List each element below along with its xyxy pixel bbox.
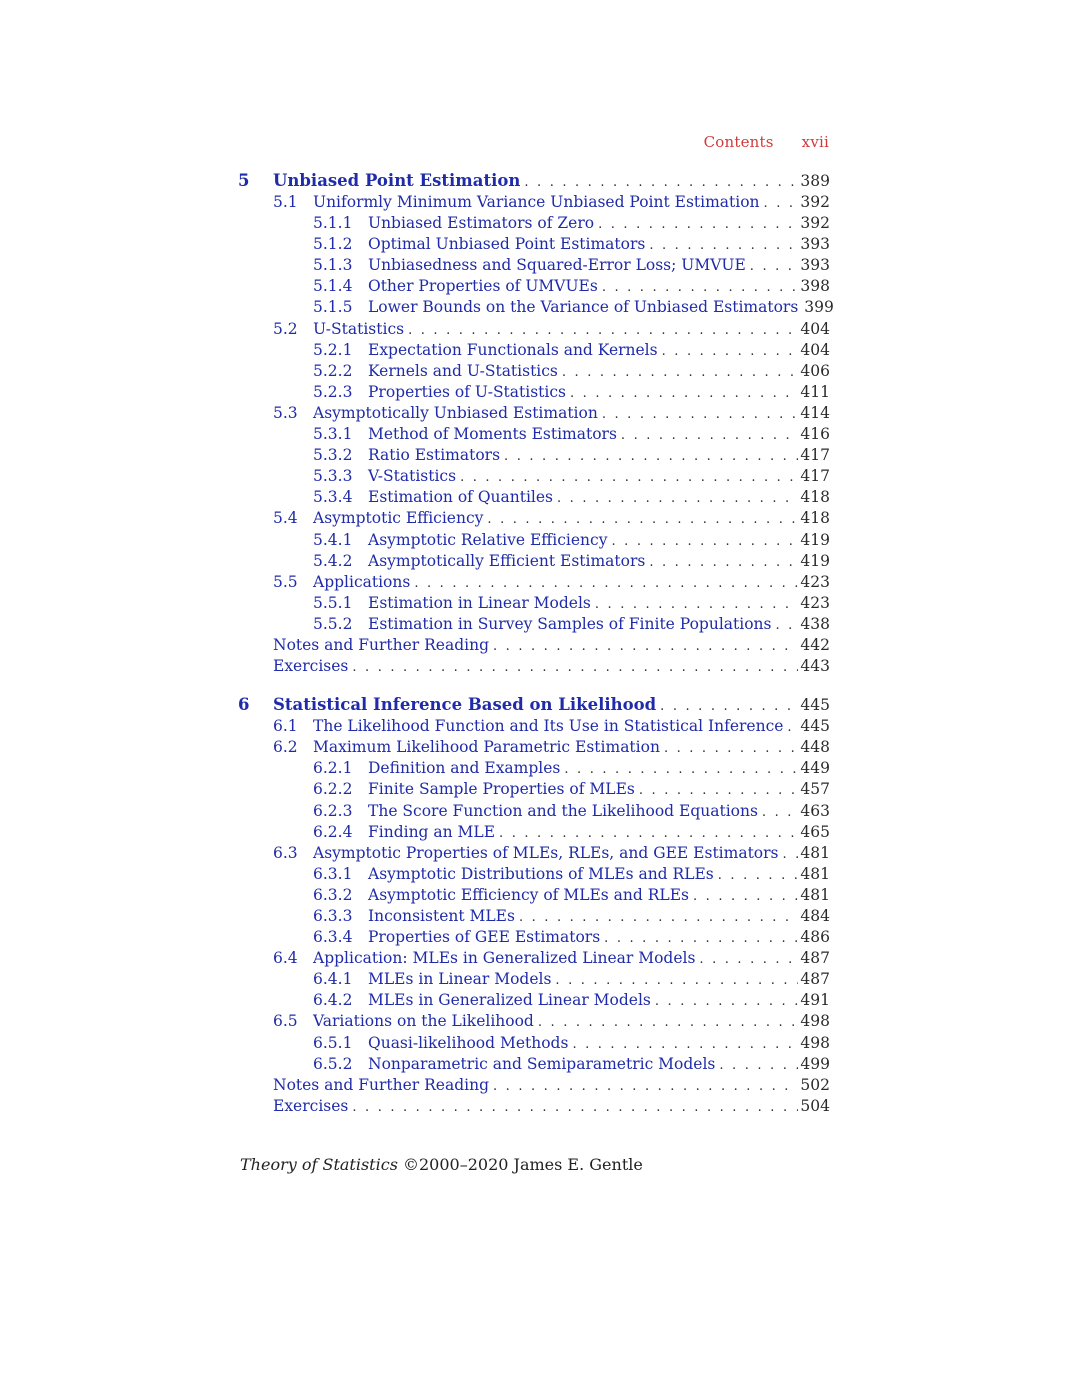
- toc-entry-number: 6.3.4: [313, 928, 353, 947]
- toc-entry-title[interactable]: Applications: [313, 572, 411, 591]
- toc-entry-number: 5.3.4: [313, 488, 353, 507]
- dot-leader: [750, 256, 799, 277]
- dot-leader: [570, 383, 798, 404]
- dot-leader: [487, 509, 798, 530]
- toc-subsection-entry[interactable]: [238, 445, 830, 466]
- toc-entry-title[interactable]: Other Properties of UMVUEs: [368, 277, 598, 296]
- toc-entry-number: 6.2.1: [313, 759, 353, 778]
- toc-entry-page[interactable]: 398: [800, 277, 830, 296]
- dot-leader: [662, 341, 799, 362]
- toc-entry-title[interactable]: MLEs in Generalized Linear Models: [368, 991, 651, 1010]
- toc-entry-title[interactable]: Estimation in Linear Models: [368, 593, 591, 612]
- toc-entry-number: 5.2.3: [313, 382, 353, 401]
- toc-subsection-entry[interactable]: [238, 551, 830, 572]
- toc-entry-title[interactable]: Optimal Unbiased Point Estimators: [368, 235, 646, 254]
- toc-entry-title[interactable]: Unbiased Point Estimation: [273, 171, 521, 190]
- toc-entry-number: 6.4: [273, 949, 298, 968]
- toc-section-entry[interactable]: [238, 403, 830, 424]
- dot-leader: [783, 844, 799, 865]
- toc-entry-title[interactable]: Asymptotic Properties of MLEs, RLEs, and GEE Estimators: [313, 843, 779, 862]
- dot-leader: [664, 738, 798, 759]
- dot-leader: [718, 865, 799, 886]
- dot-leader: [538, 1012, 799, 1033]
- toc-entry-number: 5.5: [273, 572, 298, 591]
- toc-entry-title[interactable]: Estimation of Quantiles: [368, 488, 554, 507]
- toc-entry-title[interactable]: Exercises: [273, 657, 349, 676]
- toc-subsection-entry[interactable]: [238, 801, 830, 822]
- table-of-contents: [238, 170, 834, 1117]
- toc-entry-page[interactable]: 399: [804, 298, 834, 317]
- toc-subsection-entry[interactable]: [238, 614, 830, 635]
- toc-subsection-entry[interactable]: [238, 297, 834, 318]
- toc-subsection-entry[interactable]: [238, 927, 830, 948]
- toc-entry-title[interactable]: Finite Sample Properties of MLEs: [368, 780, 635, 799]
- toc-entry-title[interactable]: Uniformly Minimum Variance Unbiased Point Estimation: [313, 193, 760, 211]
- toc-section-entry[interactable]: [238, 319, 830, 340]
- toc-entry-title[interactable]: V-Statistics: [368, 467, 457, 486]
- dot-leader: [524, 172, 798, 194]
- toc-entry-page[interactable]: 463: [800, 801, 830, 820]
- toc-entry-title[interactable]: Notes and Further Reading: [273, 1075, 489, 1094]
- toc-subsection-entry[interactable]: [238, 1054, 830, 1075]
- dot-leader: [504, 446, 798, 467]
- toc-subsection-entry[interactable]: [238, 255, 830, 276]
- dot-leader: [493, 1076, 798, 1097]
- dot-leader: [519, 907, 798, 928]
- toc-entry-title[interactable]: Estimation in Survey Samples of Finite Populations: [368, 614, 772, 633]
- toc-entry-title[interactable]: Maximum Likelihood Parametric Estimation: [313, 738, 660, 757]
- toc-entry-title[interactable]: Finding an MLE: [368, 822, 496, 841]
- toc-subsection-entry[interactable]: [238, 424, 830, 445]
- toc-entry-page[interactable]: 438: [800, 614, 830, 633]
- toc-subsection-entry[interactable]: [238, 822, 830, 843]
- toc-entry-page[interactable]: 411: [800, 382, 830, 401]
- toc-entry-number: 6.3: [273, 843, 298, 862]
- header-running-title: Contents: [703, 133, 774, 151]
- toc-entry-page[interactable]: 491: [800, 991, 830, 1010]
- header-page-number: xvii: [801, 133, 829, 151]
- toc-entry-number: 5.5.1: [313, 593, 353, 612]
- toc-entry-page[interactable]: 442: [800, 635, 830, 654]
- toc-section-entry[interactable]: [238, 737, 830, 758]
- toc-section-entry[interactable]: [238, 948, 830, 969]
- toc-entry-number: 6.2.4: [313, 822, 353, 841]
- toc-entry-page[interactable]: 445: [800, 696, 830, 715]
- toc-section-entry[interactable]: [238, 635, 830, 656]
- toc-subsection-entry[interactable]: [238, 969, 830, 990]
- toc-entry-title[interactable]: Asymptotic Relative Efficiency: [368, 530, 608, 549]
- toc-entry-title[interactable]: Unbiasedness and Squared-Error Loss; UMVUE: [368, 256, 746, 275]
- toc-entry-number: 5.2.2: [313, 361, 353, 380]
- toc-entry-page[interactable]: 449: [800, 759, 830, 778]
- toc-entry-page[interactable]: 484: [800, 907, 830, 925]
- dot-leader: [352, 657, 798, 678]
- toc-subsection-entry[interactable]: [238, 276, 830, 297]
- dot-leader: [595, 594, 799, 615]
- toc-subsection-entry[interactable]: [238, 885, 830, 906]
- toc-entry-page[interactable]: 465: [800, 822, 830, 841]
- dot-leader: [408, 320, 798, 341]
- dot-leader: [621, 425, 798, 446]
- toc-entry-page[interactable]: 502: [800, 1075, 830, 1094]
- toc-section-entry[interactable]: [238, 1096, 830, 1117]
- toc-entry-page[interactable]: 392: [800, 193, 830, 211]
- toc-entry-page[interactable]: 423: [800, 572, 830, 591]
- toc-entry-number: 6.3.2: [313, 885, 353, 904]
- toc-entry-page[interactable]: 404: [800, 340, 830, 359]
- dot-leader: [693, 886, 798, 907]
- toc-entry-page[interactable]: 498: [800, 1012, 830, 1031]
- toc-entry-number: 6.3.3: [313, 907, 353, 925]
- dot-leader: [764, 193, 799, 214]
- toc-entry-page[interactable]: 481: [800, 843, 830, 862]
- dot-leader: [557, 488, 798, 509]
- dot-leader: [655, 991, 799, 1012]
- toc-entry-page[interactable]: 486: [800, 928, 830, 947]
- toc-entry-number: 5.3: [273, 403, 298, 422]
- toc-chapter: [238, 170, 834, 677]
- toc-entry-number: 6: [238, 695, 250, 715]
- toc-entry-number: 5.1.3: [313, 256, 353, 275]
- toc-subsection-entry[interactable]: [238, 466, 830, 487]
- dot-leader: [602, 404, 799, 425]
- dot-leader: [611, 531, 798, 552]
- toc-entry-number: 6.5: [273, 1012, 298, 1031]
- toc-section-entry[interactable]: [238, 508, 830, 529]
- toc-entry-page[interactable]: 414: [800, 403, 830, 422]
- toc-entry-page[interactable]: 487: [800, 949, 830, 968]
- toc-entry-page[interactable]: 443: [800, 657, 830, 676]
- toc-entry-page[interactable]: 445: [800, 717, 830, 736]
- dot-leader: [639, 780, 799, 801]
- toc-entry-page[interactable]: 418: [800, 509, 830, 528]
- toc-entry-number: 6.4.1: [313, 970, 353, 989]
- toc-subsection-entry[interactable]: [238, 593, 830, 614]
- footer-book-title: Theory of Statistics: [240, 1155, 398, 1174]
- toc-entry-page[interactable]: 392: [800, 214, 830, 233]
- dot-leader: [719, 1055, 798, 1076]
- toc-entry-number: 5.3.3: [313, 467, 353, 486]
- toc-entry-title[interactable]: Nonparametric and Semiparametric Models: [368, 1054, 716, 1073]
- toc-entry-title[interactable]: Expectation Functionals and Kernels: [368, 340, 658, 359]
- toc-entry-page[interactable]: 423: [800, 593, 830, 612]
- toc-entry-page[interactable]: 487: [800, 970, 830, 989]
- toc-entry-title[interactable]: Definition and Examples: [368, 759, 561, 778]
- footer-copyright: ©2000–2020 James E. Gentle: [403, 1155, 643, 1174]
- toc-entry-title[interactable]: The Score Function and the Likelihood Equations: [368, 801, 758, 820]
- toc-entry-page[interactable]: 417: [800, 446, 830, 465]
- dot-leader: [555, 970, 798, 991]
- dot-leader: [699, 949, 798, 970]
- toc-section-entry[interactable]: [238, 716, 830, 737]
- dot-leader: [460, 467, 798, 488]
- toc-entry-page[interactable]: 406: [800, 361, 830, 380]
- dot-leader: [762, 802, 798, 823]
- toc-chapter: [238, 694, 830, 1117]
- dot-leader: [352, 1097, 798, 1118]
- toc-entry-title[interactable]: Unbiased Estimators of Zero: [368, 214, 595, 233]
- toc-subsection-entry[interactable]: [238, 382, 830, 403]
- toc-entry-title[interactable]: Asymptotic Efficiency: [313, 509, 484, 528]
- dot-leader: [598, 214, 798, 235]
- toc-entry-title[interactable]: Properties of GEE Estimators: [368, 928, 601, 947]
- toc-entry-page[interactable]: 481: [800, 864, 830, 883]
- dot-leader: [414, 573, 798, 594]
- toc-entry-number: 6.2.2: [313, 780, 353, 799]
- toc-entry-number: 5.4: [273, 509, 298, 528]
- toc-entry-number: 5.4.1: [313, 530, 353, 549]
- toc-section-entry[interactable]: [238, 1011, 830, 1032]
- dot-leader: [562, 362, 799, 383]
- toc-entry-number: 6.2: [273, 738, 298, 757]
- toc-entry-page[interactable]: 457: [800, 780, 830, 799]
- toc-entry-title[interactable]: Asymptotically Efficient Estimators: [368, 551, 646, 570]
- toc-entry-number: 6.1: [273, 717, 298, 736]
- dot-leader: [564, 759, 798, 780]
- toc-entry-number: 6.5.1: [313, 1033, 353, 1052]
- toc-entry-title[interactable]: MLEs in Linear Models: [368, 970, 552, 989]
- toc-entry-page[interactable]: 419: [800, 551, 830, 570]
- dot-leader: [649, 235, 798, 256]
- toc-subsection-entry[interactable]: [238, 990, 830, 1011]
- dot-leader: [493, 636, 798, 657]
- toc-subsection-entry[interactable]: [238, 758, 830, 779]
- toc-subsection-entry[interactable]: [238, 340, 830, 361]
- toc-entry-title[interactable]: Application: MLEs in Generalized Linear Models: [313, 949, 696, 968]
- dot-leader: [572, 1034, 798, 1055]
- running-header: [240, 133, 829, 151]
- toc-entry-page[interactable]: 417: [800, 467, 830, 486]
- dot-leader: [787, 717, 798, 738]
- toc-entry-page[interactable]: 448: [800, 738, 830, 757]
- toc-subsection-entry[interactable]: [238, 530, 830, 551]
- toc-entry-page[interactable]: 404: [800, 319, 830, 338]
- toc-subsection-entry[interactable]: [238, 213, 830, 234]
- toc-entry-title[interactable]: Asymptotic Distributions of MLEs and RLEs: [368, 864, 714, 883]
- toc-subsection-entry[interactable]: [238, 1033, 830, 1054]
- toc-subsection-entry[interactable]: [238, 864, 830, 885]
- toc-entry-title[interactable]: Variations on the Likelihood: [313, 1012, 534, 1031]
- toc-section-entry[interactable]: [238, 656, 830, 677]
- toc-entry-title[interactable]: Properties of U-Statistics: [368, 382, 566, 401]
- toc-entry-page[interactable]: 418: [800, 488, 830, 507]
- toc-entry-title[interactable]: Ratio Estimators: [368, 446, 501, 465]
- toc-subsection-entry[interactable]: [238, 779, 830, 800]
- toc-entry-page[interactable]: 389: [800, 172, 830, 190]
- toc-entry-title[interactable]: Lower Bounds on the Variance of Unbiased Estimators: [368, 298, 799, 317]
- dot-leader: [775, 615, 798, 636]
- toc-subsection-entry[interactable]: [238, 361, 830, 382]
- toc-entry-page[interactable]: 419: [800, 530, 830, 549]
- toc-chapter-heading[interactable]: [238, 694, 830, 716]
- toc-entry-page[interactable]: 499: [800, 1054, 830, 1073]
- toc-entry-page[interactable]: 504: [800, 1096, 830, 1115]
- toc-entry-number: 6.2.3: [313, 801, 353, 820]
- toc-section-entry[interactable]: [238, 843, 830, 864]
- toc-entry-title[interactable]: Inconsistent MLEs: [368, 907, 515, 925]
- toc-entry-title[interactable]: Statistical Inference Based on Likelihood: [273, 695, 657, 715]
- toc-entry-title[interactable]: Notes and Further Reading: [273, 635, 489, 654]
- toc-section-entry[interactable]: [238, 192, 830, 213]
- toc-entry-page[interactable]: 498: [800, 1033, 830, 1052]
- toc-entry-number: 5.2.1: [313, 340, 353, 359]
- toc-entry-page[interactable]: 416: [800, 425, 830, 444]
- toc-entry-number: 5.1: [273, 193, 298, 211]
- dot-leader: [604, 928, 798, 949]
- toc-entry-number: 5.3.1: [313, 425, 353, 444]
- page-footer: [240, 1155, 643, 1174]
- dot-leader: [649, 552, 798, 573]
- toc-entry-number: 5.2: [273, 319, 298, 338]
- toc-entry-number: 5.3.2: [313, 446, 353, 465]
- toc-entry-title[interactable]: Asymptotically Unbiased Estimation: [313, 403, 598, 422]
- dot-leader: [499, 823, 798, 844]
- toc-section-entry[interactable]: [238, 1075, 830, 1096]
- toc-entry-title[interactable]: U-Statistics: [313, 319, 405, 338]
- dot-leader: [602, 277, 799, 298]
- toc-entry-number: 6.3.1: [313, 864, 353, 883]
- toc-section-entry[interactable]: [238, 572, 830, 593]
- toc-entry-page[interactable]: 393: [800, 235, 830, 254]
- toc-entry-number: 6.4.2: [313, 991, 353, 1010]
- toc-entry-page[interactable]: 393: [800, 256, 830, 275]
- toc-entry-title[interactable]: Kernels and U-Statistics: [368, 361, 558, 380]
- toc-entry-number: 5: [238, 171, 250, 190]
- toc-entry-number: 5.1.5: [313, 298, 353, 317]
- toc-entry-title[interactable]: The Likelihood Function and Its Use in Statistical Inference: [313, 717, 784, 736]
- toc-entry-number: 6.5.2: [313, 1054, 353, 1073]
- toc-entry-number: 5.1.4: [313, 277, 353, 296]
- dot-leader: [660, 696, 798, 718]
- toc-entry-title[interactable]: Exercises: [273, 1096, 349, 1115]
- toc-chapter-heading[interactable]: [238, 170, 830, 192]
- toc-entry-number: 5.1.2: [313, 235, 353, 254]
- toc-subsection-entry[interactable]: [238, 906, 830, 927]
- toc-entry-number: 5.5.2: [313, 614, 353, 633]
- toc-entry-number: 5.1.1: [313, 214, 353, 233]
- toc-entry-title[interactable]: Quasi-likelihood Methods: [368, 1033, 569, 1052]
- toc-subsection-entry[interactable]: [238, 487, 830, 508]
- toc-subsection-entry[interactable]: [238, 234, 830, 255]
- toc-entry-page[interactable]: 481: [800, 885, 830, 904]
- toc-entry-number: 5.4.2: [313, 551, 353, 570]
- toc-entry-title[interactable]: Method of Moments Estimators: [368, 425, 617, 444]
- toc-entry-title[interactable]: Asymptotic Efficiency of MLEs and RLEs: [368, 885, 689, 904]
